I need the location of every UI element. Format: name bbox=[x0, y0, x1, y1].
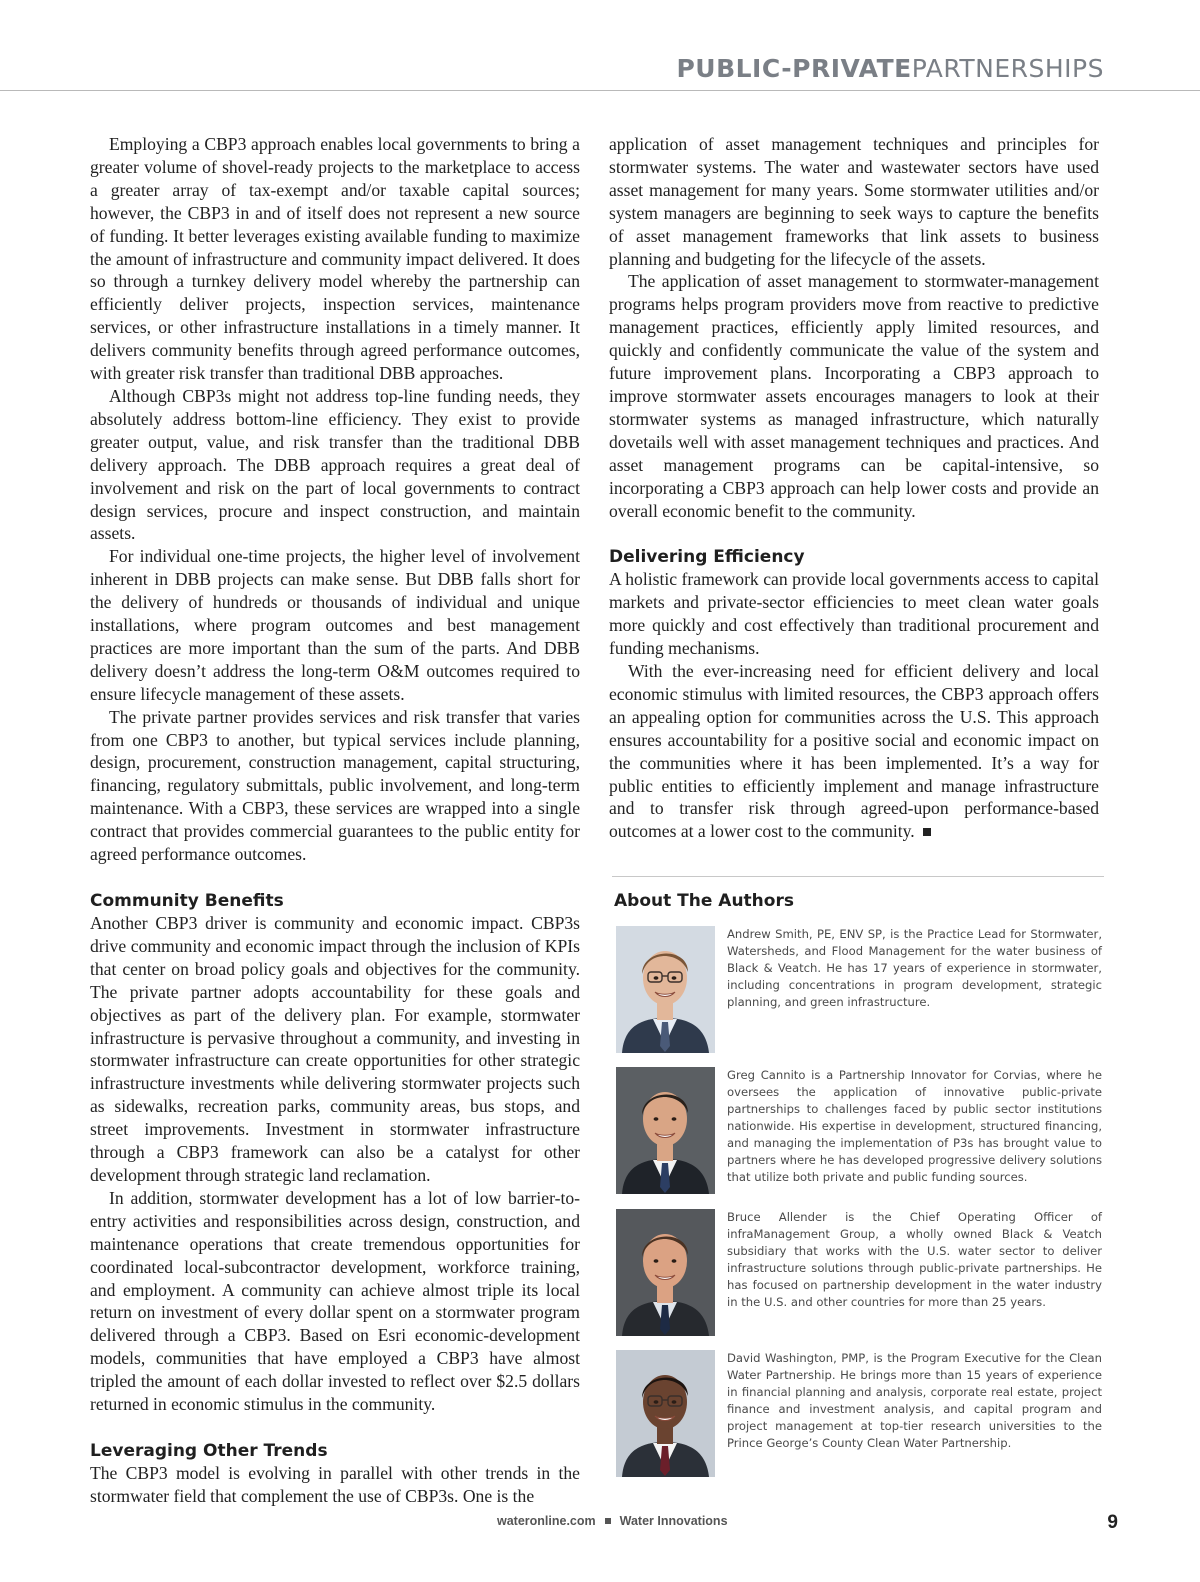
author-photo-andrew-smith bbox=[616, 926, 715, 1053]
left-column bbox=[90, 133, 580, 1508]
footer-credit bbox=[497, 1514, 728, 1528]
author-portrait-andrew-smith bbox=[616, 926, 715, 1053]
page-footer bbox=[0, 1512, 1200, 1542]
body-paragraph: The CBP3 model is evolving in parallel with other trends in the stormwater field that complement the use of CBP3s. One is the bbox=[90, 1462, 580, 1506]
body-paragraph: A holistic framework can provide local governments access to capital markets and private-sector efficiencies to meet clean water goals more quickly and cost effectively than traditional procurement and funding mechanisms. bbox=[609, 569, 1099, 659]
footer-separator-icon bbox=[605, 1518, 611, 1524]
author-photo-bruce-allender bbox=[616, 1209, 715, 1336]
body-paragraph: Although CBP3s might not address top-line funding needs, they absolutely address bottom-line efficiency. They exist to provide greater output, value, and risk transfer than the traditional DBB delivery approach. The DBB approach requires a great deal of involvement and risk on the part of local governments to contract design services, procure and inspect construction, and maintain assets. bbox=[90, 385, 580, 544]
author-bio: Greg Cannito is a Partnership Innovator for Corvias, where he oversees the application of innovative public-private partnerships to challenges faced by public sector institutions nationwide. His expertise in development, structured financing, and managing the implementation of P3s has brought value to partners where he has developed progressive delivery solutions that utilize both private and public funding sources. bbox=[727, 1068, 1102, 1184]
body-paragraph: In addition, stormwater development has a lot of low barrier-to-entry activities and responsibilities across design, construction, and maintenance operations that create tremendous opportunities for coordinated local-subcontractor development, workforce training, and employment. A community can achieve almost triple its local return on investment of every dollar spent on a stormwater program delivered through a CBP3. Based on Esri economic-development models, communities that have employed a CBP3 have almost tripled the amount of each dollar invested to reflect over $2.5 dollars returned in economic stimulus in the community. bbox=[90, 1187, 580, 1415]
page-number: 9 bbox=[1107, 1512, 1118, 1533]
section-title bbox=[676, 54, 1104, 83]
body-paragraph bbox=[609, 660, 1099, 843]
body-paragraph: The application of asset management to stormwater-management programs helps program providers move from reactive to predictive management practices, efficiently apply limited resources, and quickly and confidently communicate the value of the system and future improvement plans. Incorporating a CBP3 approach to improve stormwater assets encourages managers to look at their stormwater systems as managed infrastructure, which naturally dovetails well with asset management techniques and practices. And asset management programs can be capital-intensive, so incorporating a CBP3 approach can help lower costs and provide an overall economic benefit to the community. bbox=[609, 271, 1099, 521]
author-bio: David Washington, PMP, is the Program Executive for the Clean Water Partnership. He brings more than 15 years of experience in financial planning and analysis, corporate real estate, project finance and investment analysis, and capital program and project management at top-tier research universities to the Prince George’s County Clean Water Partnership. bbox=[727, 1351, 1102, 1450]
about-authors-heading: About The Authors bbox=[614, 891, 794, 911]
author-photo-david-washington bbox=[616, 1350, 715, 1477]
heading-delivering-efficiency: Delivering Efficiency bbox=[609, 547, 805, 568]
author-portrait-david-washington bbox=[616, 1350, 715, 1477]
body-paragraph: The private partner provides services and risk transfer that varies from one CBP3 to another, but typical services include planning, design, procurement, construction management, capital structuring, financing, regulatory submittals, public involvement, and long-term maintenance. With a CBP3, these services are wrapped into a single contract that provides commercial guarantees to the public entity for agreed performance outcomes. bbox=[90, 706, 580, 865]
right-column bbox=[609, 133, 1099, 843]
body-paragraph: For individual one-time projects, the higher level of involvement inherent in DBB projects can make sense. But DBB falls short for the delivery of hundreds or thousands of individual and unique installations, where program outcomes and best management practices are more important than the sum of the parts. And DBB delivery doesn’t address the long-term O&M outcomes required to ensure lifecycle management of these assets. bbox=[90, 546, 580, 704]
author-bio: Bruce Allender is the Chief Operating Officer of infraManagement Group, a wholly owned Black & Veatch subsidiary that works with the U.S. water sector to deliver infrastructure solutions through public-private partnerships. He has focused on partnership development in the water industry in the U.S. and other countries for more than 25 years. bbox=[727, 1210, 1102, 1309]
section-title-regular: PARTNERSHIPS bbox=[911, 54, 1104, 83]
about-divider bbox=[612, 876, 1104, 877]
section-title-bold: PUBLIC-PRIVATE bbox=[676, 54, 912, 83]
author-bio: Andrew Smith, PE, ENV SP, is the Practice Lead for Stormwater, Watersheds, and Flood Management for the water business of Black & Veatch. He has 17 years of experience in stormwater, including concentrations in program development, strategic planning, and green infrastructure. bbox=[727, 927, 1102, 1009]
closing-paragraph-text: With the ever-increasing need for efficient delivery and local economic stimulus with limited resources, the CBP3 approach offers an appealing option for communities across the U.S. This approach ensures accountability for a positive social and economic impact on the communities where it has been implemented. It’s a way for public entities to efficiently implement and manage infrastructure and to transfer risk through agreed-upon performance-based outcomes at a lower cost to the community. bbox=[609, 661, 1099, 842]
heading-community-benefits: Community Benefits bbox=[90, 891, 284, 911]
body-paragraph: Another CBP3 driver is community and economic impact. CBP3s drive community and economic impact through the inclusion of KPIs that center on broad policy goals and objectives for the community. The private partner adopts accountability for these goals and objectives as part of the delivery plan. For example, stormwater infrastructure is pervasive throughout a community, and investing in stormwater infrastructure can create opportunities for other strategic infrastructure investments while delivering stormwater projects such as sidewalks, recreation parks, community areas, bus stops, and street improvements. Investment in stormwater infrastructure through a CBP3 framework can also be a catalyst for other development through strategic land reclamation. bbox=[90, 913, 580, 1185]
footer-publication: Water Innovations bbox=[619, 1514, 728, 1528]
header-divider bbox=[0, 90, 1200, 91]
author-portrait-bruce-allender bbox=[616, 1209, 715, 1336]
author-portrait-greg-cannito bbox=[616, 1067, 715, 1194]
body-paragraph: application of asset management techniques and principles for stormwater systems. The water and wastewater sectors have used asset management for many years. Some stormwater utilities and/or system managers are beginning to seek ways to capture the benefits of asset management frameworks that link assets to business planning and budgeting for the lifecycle of the assets. bbox=[609, 134, 1099, 269]
page-header bbox=[0, 0, 1200, 92]
author-photo-greg-cannito bbox=[616, 1067, 715, 1194]
heading-leveraging-other-trends: Leveraging Other Trends bbox=[90, 1440, 328, 1461]
end-of-article-icon bbox=[923, 828, 931, 836]
body-paragraph: Employing a CBP3 approach enables local governments to bring a greater volume of shovel-ready projects to the marketplace to access a greater array of tax-exempt and/or taxable capital sources; however, the CBP3 in and of itself does not represent a new source of funding. It better leverages existing available funding to maximize the amount of infrastructure and community impact delivered. It does so through a turnkey delivery model whereby the partnership can efficiently deliver projects, inspection services, maintenance services, or other infrastructure installations in a timely manner. It delivers community benefits through agreed performance outcomes, with greater risk transfer than traditional DBB approaches. bbox=[90, 134, 580, 384]
footer-site-link[interactable]: wateronline.com bbox=[497, 1514, 596, 1528]
